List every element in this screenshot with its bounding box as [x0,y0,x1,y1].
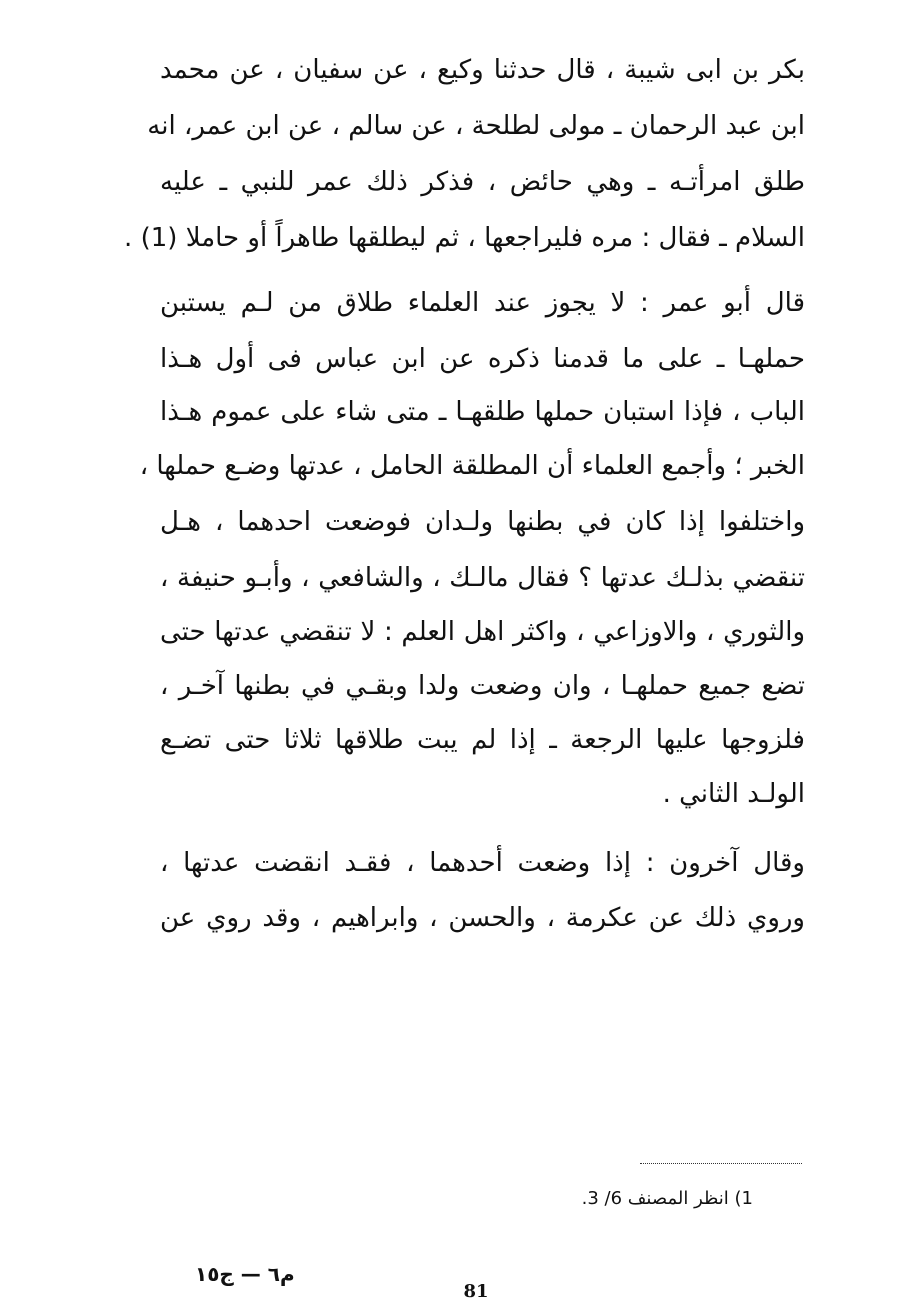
text-line: قال أبو عمر : لا يجوز عند العلماء طلاق من لـم يستبن [160,288,805,318]
signature-mark: م٦ — ج١٥ [195,1262,295,1286]
text-line: بكر بن ابى شيبة ، قال حدثنا وكيع ، عن سفيان ، عن محمد [160,55,805,85]
text-line: والثوري ، والاوزاعي ، واكثر اهل العلم : لا تنقضي عدتها حتى [160,617,805,647]
text-line: فلزوجها عليها الرجعة ـ إذا لم يبت طلاقها ثلاثا حتى تضـع [160,725,805,755]
text-line: حملهـا ـ على ما قدمنا ذكره عن ابن عباس فى أول هـذا [160,344,805,374]
text-line: وقال آخرون : إذا وضعت أحدهما ، فقـد انقضت عدتها ، [160,848,805,878]
footnote-divider [640,1163,802,1164]
text-line: الباب ، فإذا استبان حملها طلقهـا ـ متى شاء على عموم هـذا [160,397,805,427]
text-line: وروي ذلك عن عكرمة ، والحسن ، وابراهيم ، وقد روي عن [160,903,805,933]
text-line: السلام ـ فقال : مره فليراجعها ، ثم ليطلقها طاهراً أو حاملا (1) . [124,223,805,253]
text-line: ابن عبد الرحمان ـ مولى لطلحة ، عن سالم ، عن ابن عمر، انه [147,111,805,141]
text-line: تضع جميع حملهـا ، وان وضعت ولدا وبقـي في بطنها آخـر ، [160,671,805,701]
text-line: تنقضي بذلـك عدتها ؟ فقال مالـك ، والشافعي ، وأبـو حنيفة ، [160,563,805,593]
footnote: 1) انظر المصنف 6/ 3. [581,1188,753,1209]
text-line: واختلفوا إذا كان في بطنها ولـدان فوضعت احدهما ، هـل [160,507,805,537]
page-number: 81 [463,1281,489,1302]
text-line: الولـد الثاني . [662,779,805,809]
text-line: الخبر ؛ وأجمع العلماء أن المطلقة الحامل ، عدتها وضـع حملها ، [139,451,805,481]
text-line: طلق امرأتـه ـ وهي حائض ، فذكر ذلك عمر للنبي ـ عليه [160,167,805,197]
